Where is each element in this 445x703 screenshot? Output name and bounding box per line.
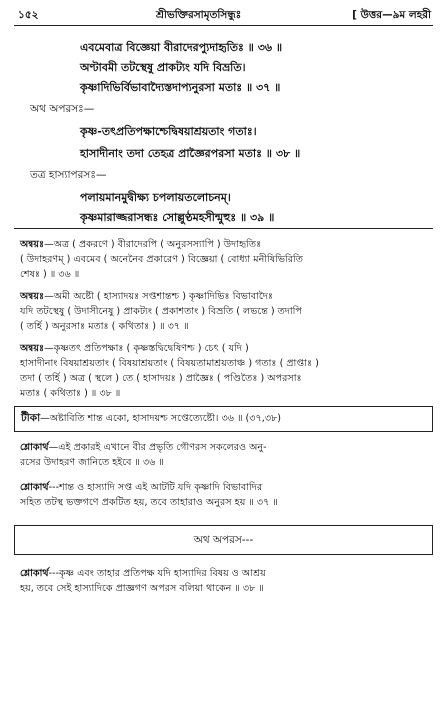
anvaya-paragraph-2: অন্বয়ঃ—অমী অষ্টৌ ( হাস্যাদয়ঃ সপ্তশান্তশ্চ ) কৃষ্ণাদিভিঃ বিভাবাদৈঃ যদি তটস্থেষু ( উদাসীনেষু ) প্রাকট্যং ( প্রকাশতাং ) বিভ্রতি ( লভন্তে ) তদাপি ( তর্হি ) অনুরসাঃ মতাঃ ( কথিতাঃ ) ॥ ৩৭ ॥ xyxy=(20,291,302,332)
running-header xyxy=(18,8,431,24)
anvaya-paragraph-3: অন্বয়ঃ—কৃষ্ণতৎ প্রতিপক্ষাঃ ( কৃষ্ণস্তদ্বিদ্বেষিণশ্চ ) চেৎ ( যদি ) হাসাদীনাং বিষয়াশ্রয়তাং ( বিষয়াশ্রয়তাং ( বিষয়তামাশ্রয়তাঞ্চ ) গতাঃ ( প্রাপ্তাঃ ) তদা ( তর্হি ) অত্র ( স্থলে ) তে ( হাসাদয়ঃ ) প্রাজ্ঞৈঃ ( পণ্ডিতৈঃ ) অপরসাঃ মতাঃ ( কথিতাঃ ) ॥ ৩৮ ॥ xyxy=(20,343,319,399)
section-heading-hasya: তত্র হাস্যাপরসঃ— xyxy=(30,169,107,181)
apara-heading-box xyxy=(14,525,433,555)
section-label: [ উত্তর—৯ম লহরী xyxy=(352,9,431,21)
verse-line: কৃষ্ণমারাজ্জরাসন্ধঃ সোল্লুণ্ঠমহসীন্মুহুঃ ॥ ৩৯ ॥ xyxy=(80,211,275,224)
verse-line: পলায়মানমুদ্বীক্ষ্য চপলায়তলোচনম্। xyxy=(80,191,231,204)
tika-label: টীকা xyxy=(21,412,41,424)
page-number: ১৫২ xyxy=(18,9,39,21)
verse-line: কৃষ্ণাদিভির্বিভাবাদ্যৈস্তদাপ্যনুরসা মতাঃ ॥ ৩৭ ॥ xyxy=(80,81,281,94)
tika-box xyxy=(14,406,433,432)
shlokartha-label: শ্লোকার্থ xyxy=(20,442,49,453)
shlokartha-paragraph-3: শ্লোকার্থ---কৃষ্ণ এবং তাহার প্রতিপক্ষ যদি হাস্যাদির বিষয় ও আশ্রয় হয়, তবে সেই হাস্যাদিকে প্রাজ্ঞগণ অপরস বলিয়া থাকেন ॥ ৩৮ ॥ xyxy=(20,568,266,594)
section-heading-apara: অথ অপরসঃ— xyxy=(30,103,95,115)
header-rule xyxy=(14,25,433,26)
verse-rule xyxy=(14,228,433,229)
anvaya-label: অন্বয়ঃ xyxy=(20,343,45,354)
verse-line: কৃষ্ণ-তৎপ্রতিপক্ষাশ্চেদ্বিষয়াশ্রয়তাং গতাঃ। xyxy=(80,125,257,138)
tika-text: —অষ্টাবিতি শান্ত একো, হাসাদয়শ্চ সপ্তেত্যেষ্টৌ। ৩৬ ॥ (৩৭,৩৮) xyxy=(40,413,282,424)
book-title: শ্রীভক্তিরসামৃতসিন্ধুঃ xyxy=(156,9,242,21)
shlokartha-label: শ্লোকার্থ xyxy=(20,482,49,493)
shlokartha-paragraph-1: শ্লোকার্থ—এই প্রকারই এখানে বীর প্রভৃতি গৌণরস সকলেরও অনু- রসের উদাহরণ জানিতে হইবে ॥ ৩৬ ॥ xyxy=(20,442,267,468)
verse-line: এবমেবাত্র বিজ্ঞেয়া বীরাদেরপ্যুদাহৃতিঃ ॥ ৩৬ ॥ xyxy=(80,41,283,54)
anvaya-label: অন্বয়ঃ xyxy=(20,291,45,302)
apara-heading: অথ অপরস--- xyxy=(193,534,254,546)
shlokartha-label: শ্লোকার্থ xyxy=(20,568,49,579)
verse-line: অণ্টাবমী তটস্থেষু প্রাকট্যং যদি বিভ্রতি। xyxy=(80,61,246,74)
verse-line: হাসাদীনাং তদা তেহত্র প্রাজ্ঞৈরপরসা মতাঃ ॥ ৩৮ ॥ xyxy=(80,147,301,160)
anvaya-paragraph-1: অন্বয়ঃ—অত্র ( প্রকরণে ) বীরাদেরপি ( অনুরসস্যাপি ) উদাহৃতিঃ ( উদাহরণম্ ) এবমেব ( অনেনৈব প্রকারেণ ) বিজ্ঞেয়া ( বোধ্যা মনীষিভিরিতি শেষঃ ) ॥ ৩৬ ॥ xyxy=(20,239,303,280)
shlokartha-paragraph-2: শ্লোকার্থ---শান্ত ও হাস্যাদি সপ্ত এই আটটি যদি কৃষ্ণাদি বিভাবাদির সহিত তটস্থ ভক্তগণে প্রকটিত হয়, তবে তাহারাও অনুরস হয় ॥ ৩৭ ॥ xyxy=(20,482,278,508)
anvaya-label: অন্বয়ঃ xyxy=(20,239,45,250)
